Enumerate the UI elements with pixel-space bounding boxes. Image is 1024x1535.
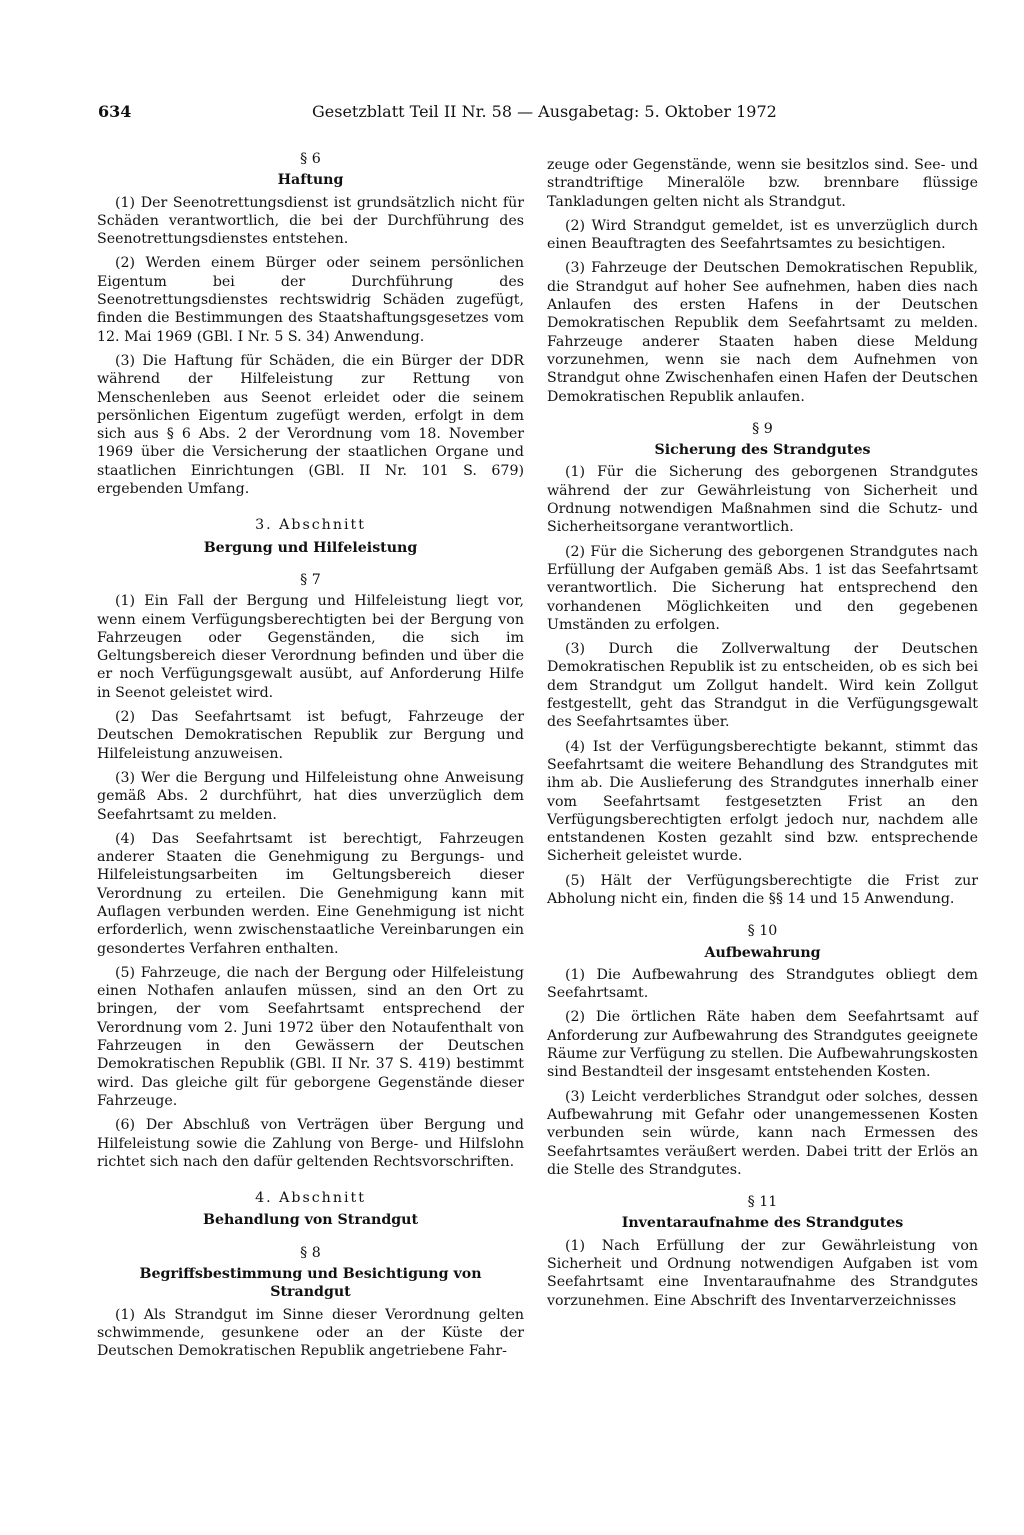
section-11-number: § 11 <box>747 1194 778 1211</box>
section-6-title: Haftung <box>277 172 344 189</box>
section-6-para-1: (1) Der Seenotrettungsdienst ist grundsätzlich nicht für Schäden verantwortlich, die bei der Durchführung des Seenotrettungsdienstes entstehen. <box>97 194 524 248</box>
left-column <box>97 150 524 1367</box>
section-7-para-6: (6) Der Abschluß von Verträgen über Bergung und Hilfeleistung sowie die Zahlung von Berge- und Hilfslohn richtet sich nach den dafür geltenden Rechtsvorschriften. <box>97 1117 524 1170</box>
section-6-para-2: (2) Werden einem Bürger oder seinem persönlichen Eigentum bei der Durchführung des Seenotrettungsdienstes rechtswidrig Schäden zugefügt, finden die Bestimmungen des Staatshaftungsgesetzes vom 12. Mai 1969 (GBl. I Nr. 5 S. 34) Anwendung. <box>97 255 524 345</box>
section-9-para-4: (4) Ist der Verfügungsberechtigte bekannt, stimmt das Seefahrtsamt die weitere Behandlung des Strandgutes mit ihm ab. Die Auslieferung des Strandgutes innerhalb einer vom Seefahrtsamt festgesetzten Frist an den Verfügungsberechtigten erfolgt jedoch nur, nachdem alle entstandenen Kosten gezahlt sind bzw. entsprechende Sicherheit geleistet wurde. <box>547 738 978 865</box>
header-title: Gesetzblatt Teil II Nr. 58 — Ausgabetag: 5. Oktober 1972 <box>312 102 777 121</box>
section-11-title: Inventaraufnahme des Strandgutes <box>621 1215 904 1232</box>
section-7-para-1: (1) Ein Fall der Bergung und Hilfeleistung liegt vor, wenn einem Verfügungsberechtigten bei der Bergung von Fahrzeugen oder Gegenständen, die sich im Geltungsbereich dieser Verordnung befinden und über die er noch Verfügungsgewalt ausübt, auf Anforderung Hilfe in Seenot geleistet wird. <box>97 593 524 701</box>
section-10-para-2: (2) Die örtlichen Räte haben dem Seefahrtsamt auf Anforderung zur Aufbewahrung des Strandgutes geeignete Räume zur Verfügung zu stellen. Die Aufbewahrungskosten sind Bestandteil der insgesamt entstehenden Kosten. <box>547 1009 978 1081</box>
section-11-para-1: (1) Nach Erfüllung der zur Gewährleistung von Sicherheit und Ordnung notwendigen Aufgaben ist vom Seefahrtsamt eine Inventaraufnahme des Strandgutes vorzunehmen. Eine Abschrift des Inventarverzeichnisses <box>547 1237 978 1309</box>
section-6-number: § 6 <box>300 151 321 167</box>
abschnitt-3-label: 3. Abschnitt <box>255 517 366 534</box>
right-column <box>547 156 978 1316</box>
section-9-para-1: (1) Für die Sicherung des geborgenen Strandgutes während der zur Gewährleistung von Sicherheit und Ordnung notwendigen Maßnahmen sind die Schutz- und Sicherheitsorgane verantwortlich. <box>547 464 978 536</box>
section-10-para-1: (1) Die Aufbewahrung des Strandgutes obliegt dem Seefahrtsamt. <box>547 966 978 1002</box>
page-number: 634 <box>98 102 132 121</box>
section-7-para-5: (5) Fahrzeuge, die nach der Bergung oder Hilfeleistung einen Nothafen anlaufen müssen, sind an den Ort zu bringen, der vom Seefahrtsamt entsprechend der Verordnung vom 2. Juni 1972 über den Notaufenthalt von Fahrzeugen in den Gewässern der Deutschen Demokratischen Republik (GBl. II Nr. 37 S. 419) bestimmt wird. Das gleiche gilt für geborgene Gegenstände dieser Fahrzeuge. <box>97 964 524 1109</box>
section-7-number: § 7 <box>300 571 321 588</box>
section-9-para-2: (2) Für die Sicherung des geborgenen Strandgutes nach Erfüllung der Aufgaben gemäß Abs. 1 ist das Seefahrtsamt verantwortlich. Die Sicherung hat entsprechend den vorhandenen Möglichkeiten und den gegebenen Umständen zu erfolgen. <box>547 543 978 633</box>
section-9-para-3: (3) Durch die Zollverwaltung der Deutschen Demokratischen Republik ist zu entscheiden, ob es sich bei dem Strandgut um Zollgut handelt. Wird kein Zollgut festgestellt, geht das Strandgut in die Verfügungsgewalt des Seefahrtsamtes über. <box>547 641 978 731</box>
section-9-para-5: (5) Hält der Verfügungsberechtigte die Frist zur Abholung nicht ein, finden die §§ 14 und 15 Anwendung. <box>547 872 978 907</box>
section-9-title: Sicherung des Strandgutes <box>654 442 871 459</box>
section-7-para-4: (4) Das Seefahrtsamt ist berechtigt, Fahrzeugen anderer Staaten die Genehmigung zu Bergungs- und Hilfeleistungsarbeiten im Geltungsbereich dieser Verordnung zu erteilen. Die Genehmigung kann mit Auflagen verbunden werden. Eine Genehmigung ist nicht erforderlich, wenn zwischenstaatliche Vereinbarungen ein gesondertes Verfahren enthalten. <box>97 830 524 957</box>
section-8-para-1: (1) Als Strandgut im Sinne dieser Verordnung gelten schwimmende, gesunkene oder an der Küste der Deutschen Demokratischen Republik angetriebene Fahr- <box>97 1306 524 1360</box>
abschnitt-4-label: 4. Abschnitt <box>255 1190 366 1207</box>
section-8-number: § 8 <box>300 1244 321 1261</box>
section-6-para-3: (3) Die Haftung für Schäden, die ein Bürger der DDR während der Hilfeleistung zur Rettung von Menschenleben aus Seenot erleidet oder die seinem persönlichen Eigentum zugefügt werden, erfolgt in dem sich aus § 6 Abs. 2 der Verordnung vom 18. November 1969 über die Versicherung der staatlichen Organe und staatlichen Einrichtungen (GBl. II Nr. 101 S. 679) ergebenden Umfang. <box>97 352 524 498</box>
section-10-number: § 10 <box>747 923 778 940</box>
section-8-para-2: (2) Wird Strandgut gemeldet, ist es unverzüglich durch einen Beauftragten des Seefahrtsamtes zu besichtigen. <box>547 217 978 253</box>
section-7-para-3: (3) Wer die Bergung und Hilfeleistung ohne Anweisung gemäß Abs. 2 durchführt, hat dies unverzüglich dem Seefahrtsamt zu melden. <box>97 769 524 823</box>
abschnitt-3-title: Bergung und Hilfeleistung <box>203 539 418 556</box>
section-8-para-1-continued: zeuge oder Gegenstände, wenn sie besitzlos sind. See- und strandtriftige Mineralöle bzw. brennbare flüssige Tankladungen gelten nicht als Strandgut. <box>547 157 978 210</box>
abschnitt-4-title: Behandlung von Strandgut <box>202 1212 419 1229</box>
section-10-title: Aufbewahrung <box>704 944 821 961</box>
section-10-para-3: (3) Leicht verderbliches Strandgut oder solches, dessen Aufbewahrung mit Gefahr oder unangemessenen Kosten verbunden sein würde, kann nach Ermessen des Seefahrtsamtes veräußert werden. Dabei tritt der Erlös an die Stelle des Strandgutes. <box>547 1088 978 1178</box>
section-9-number: § 9 <box>752 420 773 437</box>
section-8-title: Begriffsbestimmung und Besichtigung von Strandgut <box>139 1266 482 1301</box>
section-7-para-2: (2) Das Seefahrtsamt ist befugt, Fahrzeuge der Deutschen Demokratischen Republik zur Bergung und Hilfeleistung anzuweisen. <box>97 709 524 762</box>
section-8-para-3: (3) Fahrzeuge der Deutschen Demokratischen Republik, die Strandgut auf hoher See aufnehmen, haben dies nach Anlaufen des ersten Hafens in der Deutschen Demokratischen Republik dem Seefahrtsamt zu melden. Fahrzeuge anderer Staaten haben diese Meldung vorzunehmen, wenn sie nach dem Aufnehmen von Strandgut ohne Zwischenhafen einen Hafen der Deutschen Demokratischen Republik anlaufen. <box>547 260 978 405</box>
